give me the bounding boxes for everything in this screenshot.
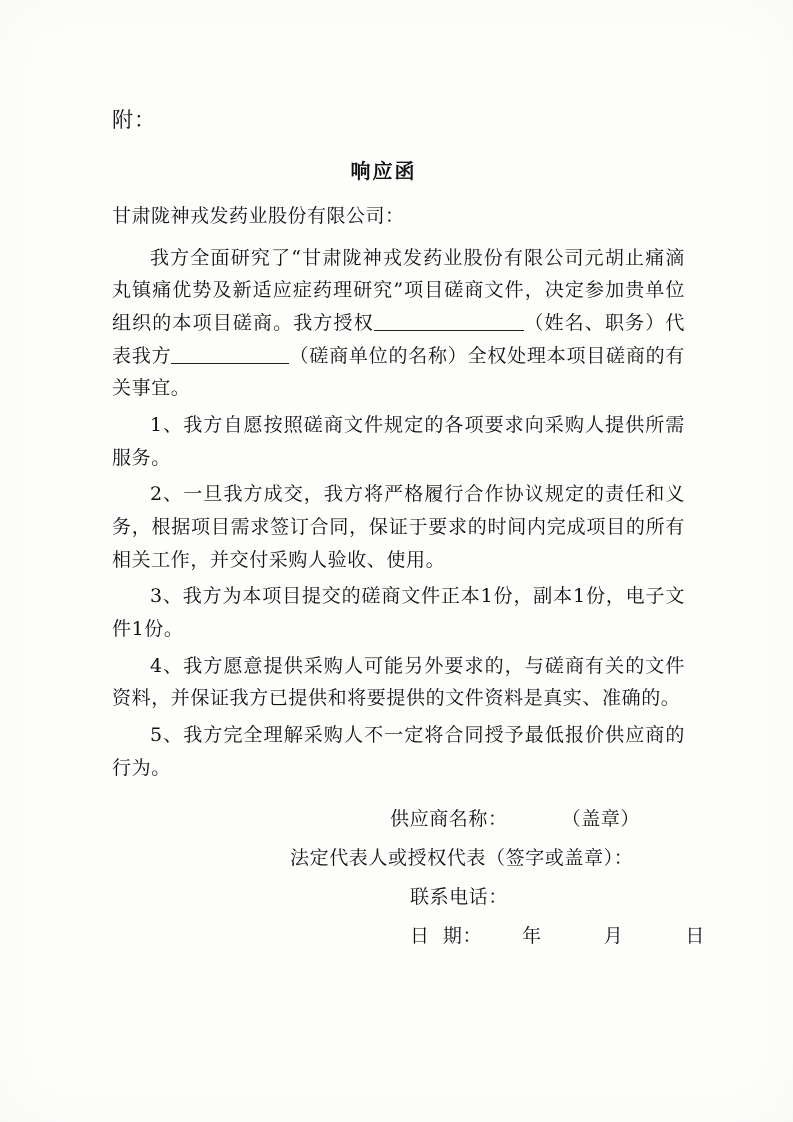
paragraph-item-5: 5、我方完全理解采购人不一定将合同授予最低报价供应商的行为。 xyxy=(112,724,685,779)
supplier-name-row xyxy=(112,800,685,839)
document-title: 响应函 xyxy=(350,159,417,184)
month-label: 月 xyxy=(603,925,624,948)
legal-rep-row xyxy=(112,839,685,878)
phone-label: 联系电话： xyxy=(410,886,509,909)
year-label: 年 xyxy=(522,925,542,948)
date-label: 日 期： xyxy=(410,925,483,948)
intro-segment-2: （姓名、职务）代表我方 xyxy=(112,311,685,367)
addressee-line: 甘肃陇神戎发药业股份有限公司： xyxy=(112,205,405,228)
supplier-name-label: 供应商名称： xyxy=(390,808,508,831)
date-row xyxy=(112,917,705,956)
paragraph-item-4: 4、我方愿意提供采购人可能另外要求的，与磋商有关的文件资料，并保证我方已提供和将要提供的文件资料是真实、准确的。 xyxy=(112,654,685,710)
legal-rep-label: 法定代表人或授权代表（签字或盖章）： xyxy=(290,847,634,870)
day-label: 日 xyxy=(685,925,705,948)
intro-segment-1: 我方全面研究了“甘肃陇神戎发药业股份有限公司元胡止痛滴丸镇痛优势及新适应症药理研究”项目磋商文件，决定参加贵单位组织的本项目磋商。我方授权 xyxy=(112,246,685,334)
authorized-person-blank[interactable] xyxy=(374,330,524,331)
paragraph-item-3: 3、我方为本项目提交的磋商文件正本1份，副本1份，电子文件1份。 xyxy=(112,585,685,641)
company-name-blank[interactable] xyxy=(171,363,289,364)
phone-row xyxy=(112,878,685,917)
paragraph-item-2: 2、一旦我方成交，我方将严格履行合作协议规定的责任和义务，根据项目需求签订合同，保证于要求的时间内完成项目的所有相关工作，并交付采购人验收、使用。 xyxy=(112,483,685,571)
attachment-label: 附： xyxy=(112,108,156,132)
paragraph-item-1: 1、我方自愿按照磋商文件规定的各项要求向采购人提供所需服务。 xyxy=(112,413,685,469)
seal-label: （盖章） xyxy=(561,808,641,831)
intro-segment-3: （磋商单位的名称）全权处理本项目磋商的有关事宜。 xyxy=(112,344,685,400)
signature-block xyxy=(112,800,705,956)
paragraph-intro xyxy=(112,242,685,405)
